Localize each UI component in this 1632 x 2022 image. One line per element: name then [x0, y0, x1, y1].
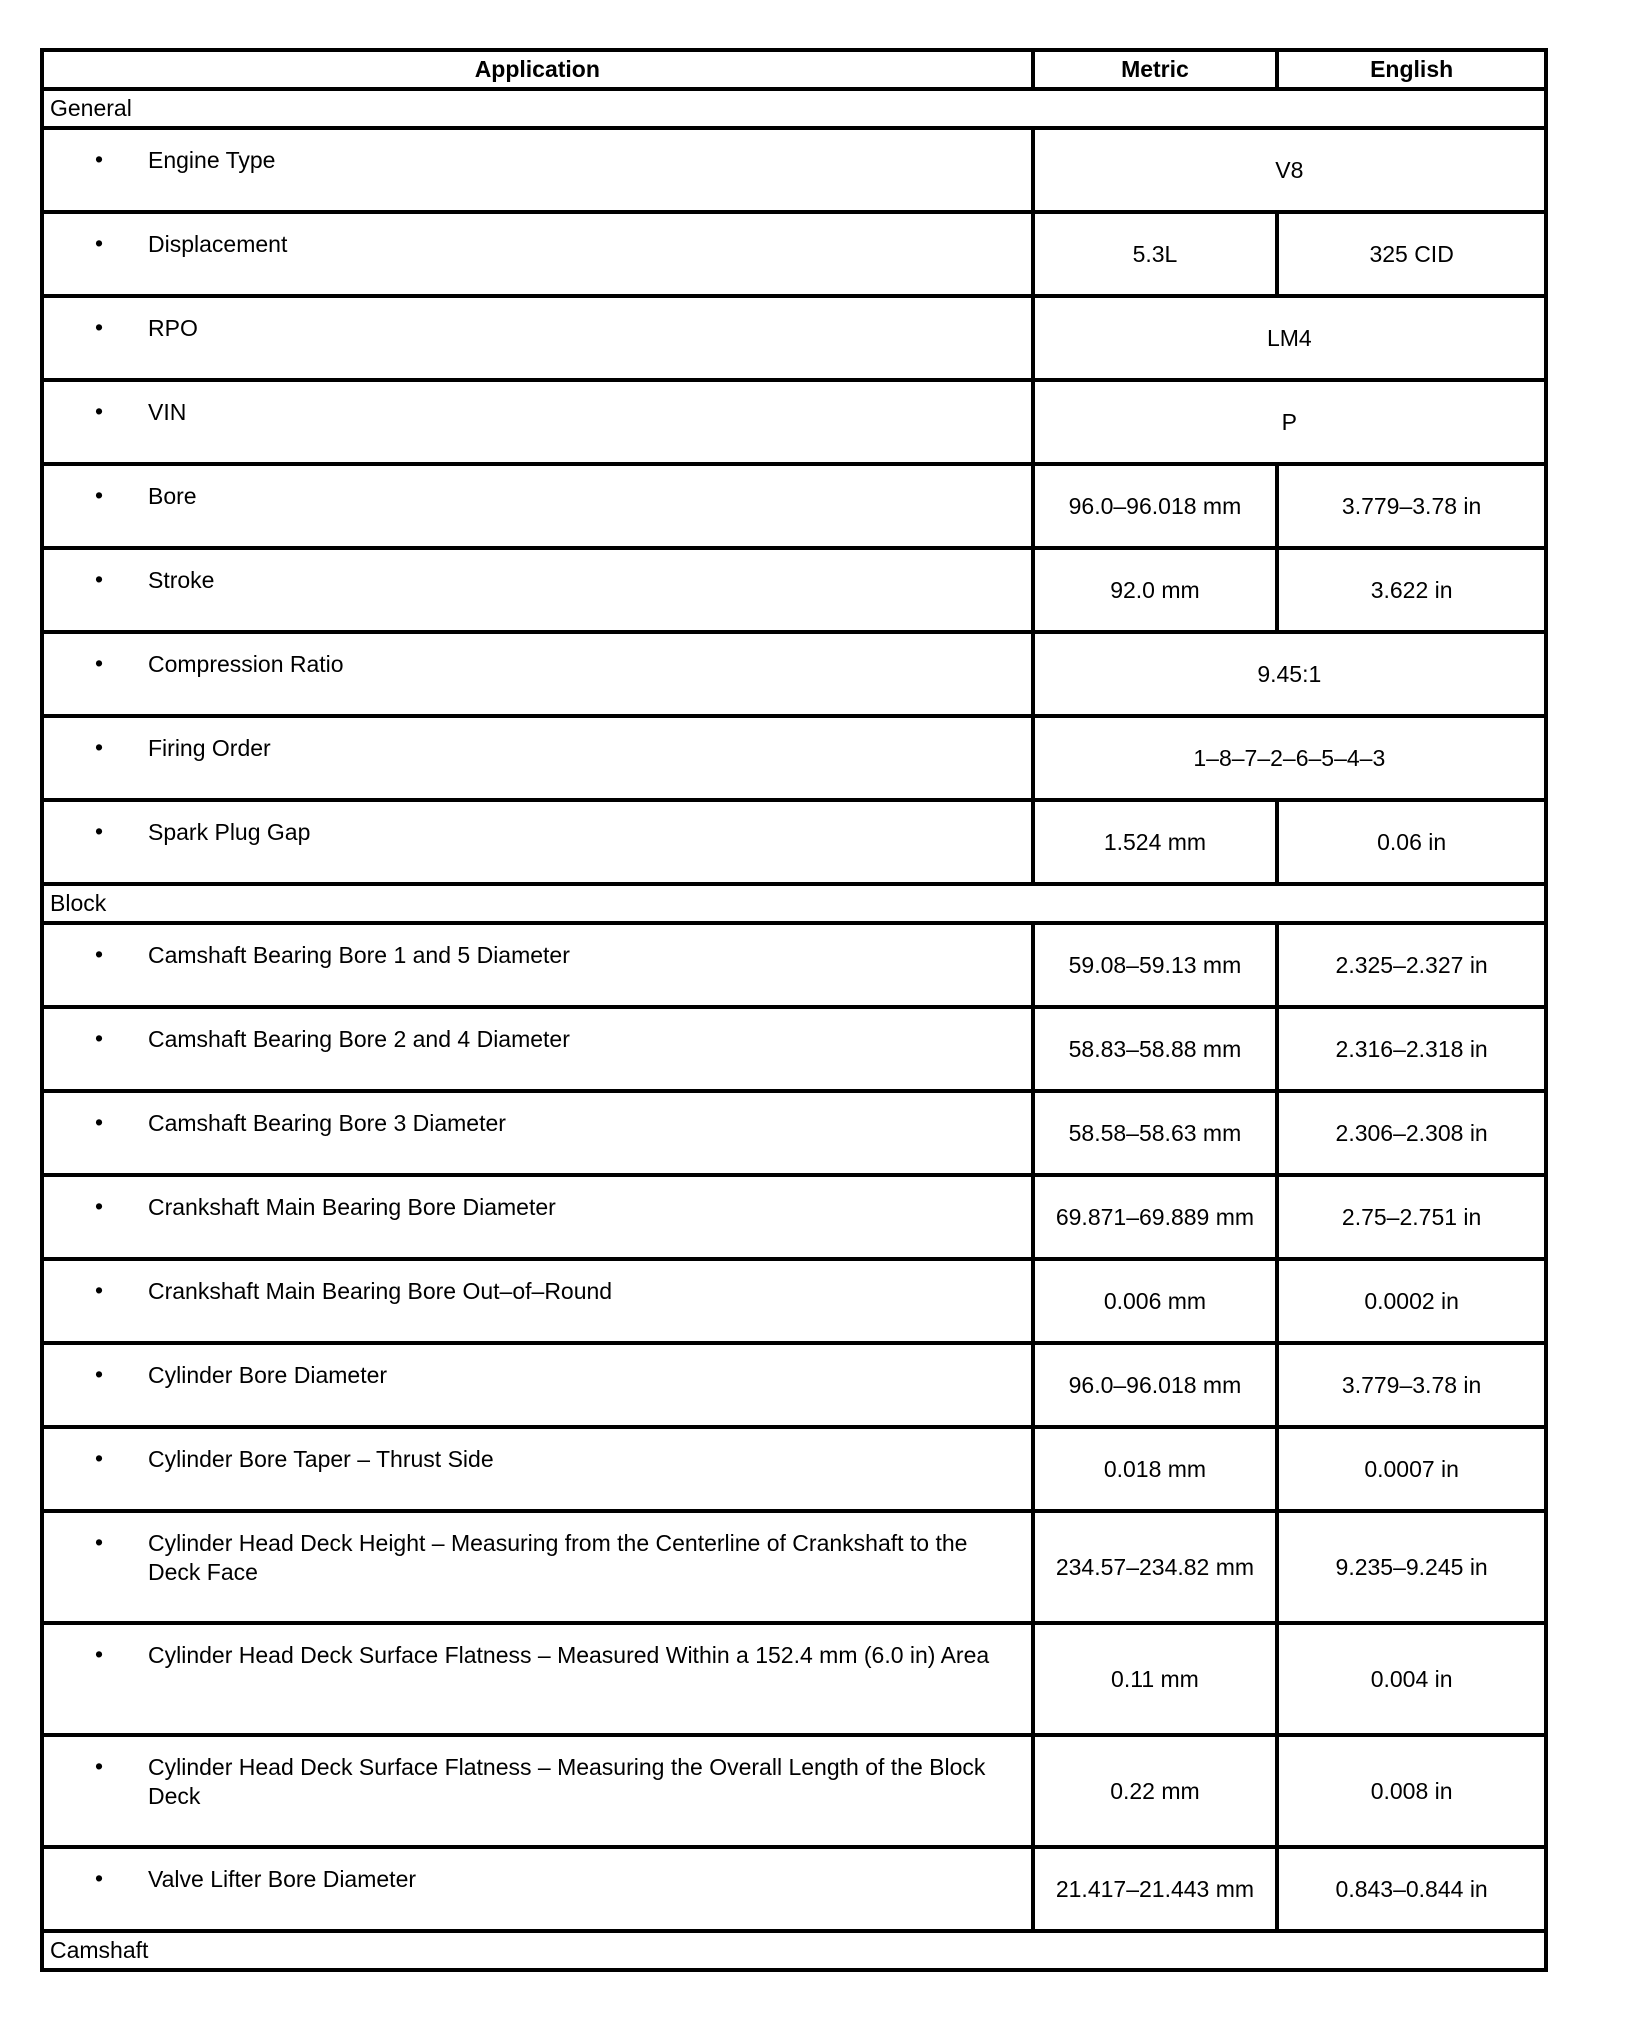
application-label: Camshaft Bearing Bore 3 Diameter	[148, 1110, 506, 1136]
bullet-icon: •	[95, 1641, 104, 1667]
application-label: Crankshaft Main Bearing Bore Out–of–Round	[148, 1278, 613, 1304]
metric-value: 5.3L	[1033, 212, 1278, 296]
application-cell	[42, 800, 1033, 884]
section-title: Camshaft	[42, 1931, 1546, 1970]
application-cell	[42, 1259, 1033, 1343]
english-value: 0.004 in	[1277, 1623, 1546, 1735]
header-metric: Metric	[1033, 50, 1278, 89]
metric-value: 96.0–96.018 mm	[1033, 1343, 1278, 1427]
spec-row	[42, 632, 1546, 716]
spec-row	[42, 548, 1546, 632]
application-cell	[42, 1427, 1033, 1511]
bullet-icon: •	[95, 230, 104, 256]
english-value: 325 CID	[1277, 212, 1546, 296]
value-cell: 9.45:1	[1033, 632, 1546, 716]
metric-value: 0.006 mm	[1033, 1259, 1278, 1343]
application-label: Camshaft Bearing Bore 1 and 5 Diameter	[148, 942, 570, 968]
bullet-icon: •	[95, 1277, 104, 1303]
application-cell	[42, 923, 1033, 1007]
application-cell	[42, 1735, 1033, 1847]
spec-row	[42, 380, 1546, 464]
value-cell: LM4	[1033, 296, 1546, 380]
application-label: Crankshaft Main Bearing Bore Diameter	[148, 1194, 556, 1220]
application-label: Cylinder Head Deck Surface Flatness – Measuring the Overall Length of the Block Deck	[148, 1754, 986, 1809]
metric-value: 92.0 mm	[1033, 548, 1278, 632]
value-cell: 1–8–7–2–6–5–4–3	[1033, 716, 1546, 800]
application-label: Stroke	[148, 567, 215, 593]
spec-body	[42, 89, 1546, 1970]
application-cell	[42, 1623, 1033, 1735]
section-row	[42, 89, 1546, 128]
metric-value: 0.11 mm	[1033, 1623, 1278, 1735]
application-label: Camshaft Bearing Bore 2 and 4 Diameter	[148, 1026, 570, 1052]
metric-value: 58.58–58.63 mm	[1033, 1091, 1278, 1175]
header-english: English	[1277, 50, 1546, 89]
bullet-icon: •	[95, 941, 104, 967]
bullet-icon: •	[95, 398, 104, 424]
spec-row	[42, 1343, 1546, 1427]
header-row	[42, 50, 1546, 89]
spec-row	[42, 128, 1546, 212]
metric-value: 59.08–59.13 mm	[1033, 923, 1278, 1007]
english-value: 0.008 in	[1277, 1735, 1546, 1847]
application-label: Cylinder Bore Taper – Thrust Side	[148, 1446, 494, 1472]
english-value: 2.316–2.318 in	[1277, 1007, 1546, 1091]
application-label: Valve Lifter Bore Diameter	[148, 1866, 417, 1892]
metric-value: 234.57–234.82 mm	[1033, 1511, 1278, 1623]
metric-value: 96.0–96.018 mm	[1033, 464, 1278, 548]
english-value: 3.779–3.78 in	[1277, 1343, 1546, 1427]
application-cell	[42, 1343, 1033, 1427]
application-label: Spark Plug Gap	[148, 819, 311, 845]
bullet-icon: •	[95, 566, 104, 592]
spec-row	[42, 296, 1546, 380]
bullet-icon: •	[95, 734, 104, 760]
metric-value: 58.83–58.88 mm	[1033, 1007, 1278, 1091]
application-cell	[42, 1175, 1033, 1259]
english-value: 0.843–0.844 in	[1277, 1847, 1546, 1931]
application-cell	[42, 212, 1033, 296]
application-cell	[42, 1091, 1033, 1175]
bullet-icon: •	[95, 146, 104, 172]
application-cell	[42, 1847, 1033, 1931]
application-cell	[42, 1511, 1033, 1623]
application-label: Engine Type	[148, 147, 276, 173]
section-title: Block	[42, 884, 1546, 923]
metric-value: 1.524 mm	[1033, 800, 1278, 884]
spec-row	[42, 800, 1546, 884]
section-row	[42, 884, 1546, 923]
bullet-icon: •	[95, 1193, 104, 1219]
english-value: 0.06 in	[1277, 800, 1546, 884]
english-value: 3.622 in	[1277, 548, 1546, 632]
english-value: 0.0007 in	[1277, 1427, 1546, 1511]
english-value: 2.75–2.751 in	[1277, 1175, 1546, 1259]
bullet-icon: •	[95, 1361, 104, 1387]
spec-row	[42, 923, 1546, 1007]
metric-value: 21.417–21.443 mm	[1033, 1847, 1278, 1931]
spec-row	[42, 212, 1546, 296]
bullet-icon: •	[95, 482, 104, 508]
bullet-icon: •	[95, 1753, 104, 1779]
application-label: Displacement	[148, 231, 288, 257]
bullet-icon: •	[95, 314, 104, 340]
english-value: 0.0002 in	[1277, 1259, 1546, 1343]
english-value: 9.235–9.245 in	[1277, 1511, 1546, 1623]
application-cell	[42, 464, 1033, 548]
spec-row	[42, 716, 1546, 800]
bullet-icon: •	[95, 1025, 104, 1051]
section-row	[42, 1931, 1546, 1970]
bullet-icon: •	[95, 1445, 104, 1471]
bullet-icon: •	[95, 1109, 104, 1135]
application-cell	[42, 548, 1033, 632]
spec-row	[42, 1511, 1546, 1623]
header-application: Application	[42, 50, 1033, 89]
spec-row	[42, 464, 1546, 548]
english-value: 2.306–2.308 in	[1277, 1091, 1546, 1175]
spec-row	[42, 1007, 1546, 1091]
spec-table	[40, 48, 1548, 1972]
application-cell	[42, 716, 1033, 800]
spec-row	[42, 1623, 1546, 1735]
application-cell	[42, 632, 1033, 716]
application-label: VIN	[148, 399, 187, 425]
bullet-icon: •	[95, 818, 104, 844]
application-label: Cylinder Head Deck Height – Measuring from the Centerline of Crankshaft to the Deck Face	[148, 1530, 968, 1585]
application-label: RPO	[148, 315, 198, 341]
metric-value: 0.22 mm	[1033, 1735, 1278, 1847]
metric-value: 0.018 mm	[1033, 1427, 1278, 1511]
english-value: 2.325–2.327 in	[1277, 923, 1546, 1007]
bullet-icon: •	[95, 1865, 104, 1891]
spec-row	[42, 1847, 1546, 1931]
application-label: Compression Ratio	[148, 651, 344, 677]
application-cell	[42, 296, 1033, 380]
spec-row	[42, 1259, 1546, 1343]
value-cell: P	[1033, 380, 1546, 464]
bullet-icon: •	[95, 650, 104, 676]
application-cell	[42, 1007, 1033, 1091]
section-title: General	[42, 89, 1546, 128]
english-value: 3.779–3.78 in	[1277, 464, 1546, 548]
bullet-icon: •	[95, 1529, 104, 1555]
application-label: Bore	[148, 483, 197, 509]
application-cell	[42, 380, 1033, 464]
spec-row	[42, 1175, 1546, 1259]
spec-row	[42, 1735, 1546, 1847]
application-label: Cylinder Head Deck Surface Flatness – Measured Within a 152.4 mm (6.0 in) Area	[148, 1642, 990, 1668]
application-label: Firing Order	[148, 735, 271, 761]
spec-row	[42, 1091, 1546, 1175]
metric-value: 69.871–69.889 mm	[1033, 1175, 1278, 1259]
application-cell	[42, 128, 1033, 212]
application-label: Cylinder Bore Diameter	[148, 1362, 388, 1388]
spec-row	[42, 1427, 1546, 1511]
value-cell: V8	[1033, 128, 1546, 212]
